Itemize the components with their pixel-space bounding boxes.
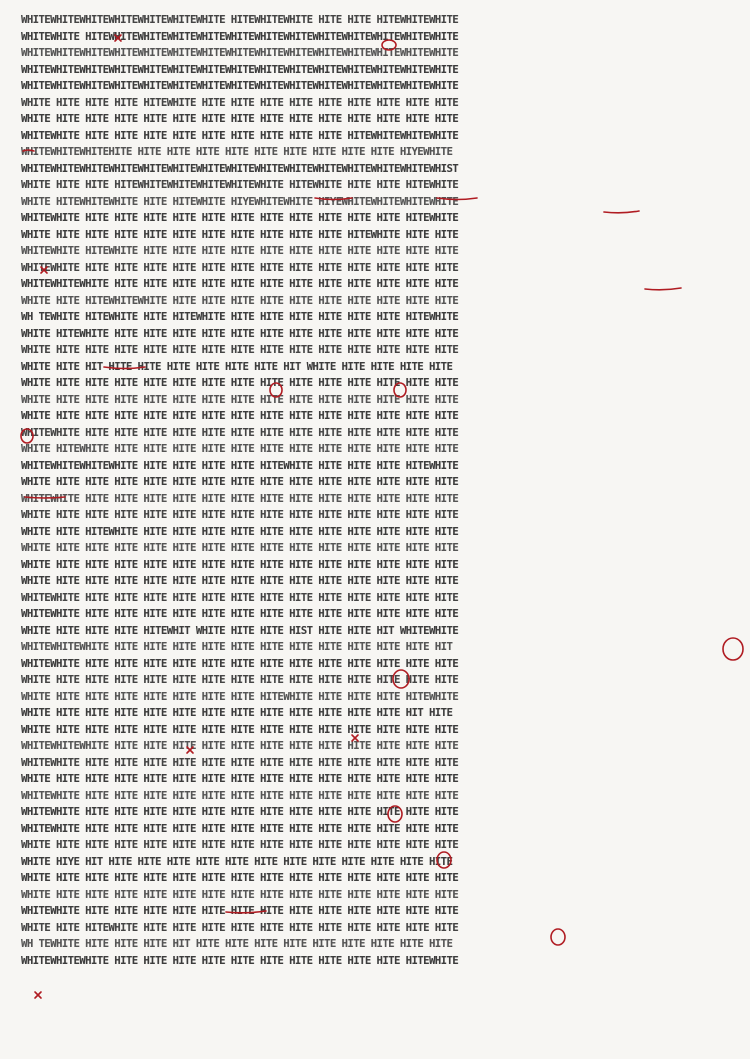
typed-line: WHITEWHITEWHITEHITE HITE HITE HITE HITE HITE HITE HITE HITE HITE HIYEWHITE — [21, 146, 453, 158]
typed-line: WHITEWHITE HITE HITE HITE HITE HITE HITE HITE HITE HITE HITE HITE HITE HITE — [21, 261, 459, 274]
typed-line: WHITEWHITEWHITE HITE HITE HITE HITE HITE HITE HITE HITE HITE HITE HITE HITE — [21, 740, 459, 752]
typed-line: WHITEWHITE HITE HITE HITE HITE HITE HITE HITE HITE HITE HITE HITE HITE HITE — [21, 756, 459, 769]
typed-line: WHITEWHITEWHITEWHITEWHITEWHITEWHITEWHITEWHITEWHITEWHITEWHITEWHITEWHITEWHITE — [21, 80, 459, 92]
typed-line: WHITEWHITEWHITE HITE HITE HITE HITE HITE HITE HITE HITE HITE HITE HITE HITE — [21, 278, 459, 290]
typed-line: WHITEWHITE HITE HITE HITE HITE HITE HITE HITE HITE HITE HITE HITE HITE HITE — [21, 905, 459, 917]
typed-line: WHITE HITE HITE HITE HITEWHITE HITE HITE HITE HITE HITE HITE HITE HITE HITE — [21, 96, 459, 109]
typed-line: WHITEWHITE HITE HITE HITE HITE HITE HITE HITE HITE HITE HITE HITE HITE HITE — [21, 806, 459, 818]
typed-line: WHITE HITE HITE HITE HITE HITE HITE HITE HITE HITE HITE HITE HITE HITE HITE — [21, 558, 459, 571]
cross-mark — [35, 992, 41, 998]
typed-line: WHITEWHITE HITE HITE HITE HITE HITE HITE HITE HITE HITE HITE HITE HITE HITE — [21, 657, 459, 670]
typed-line: WHITEWHITE HITE HITE HITE HITE HITE HITE HITE HITE HITE HITEWHITEWHITEWHITE — [21, 129, 459, 142]
typed-line: WHITE HITE HITE HITE HITE HITE HITE HITE HITE HITE HITE HITE HITE HITE HITE — [21, 773, 459, 785]
typed-line: WHITEWHITEWHITEWHITE HITE HITE HITE HITE HITEWHITE HITE HITE HITE HITEWHITE — [21, 459, 459, 472]
typed-line: WHITE HITE HITE HITE HITE HITE HITE HITE HITE HITE HITE HITE HITE HIT HITE — [21, 707, 453, 719]
typed-line: WHITE HITEWHITE HITE HITE HITE HITE HITE HITE HITE HITE HITE HITE HITE HITE — [21, 327, 459, 340]
typed-line: WHITE HITE HITEWHITE HITE HITE HITE HITE HITE HITE HITE HITE HITE HITE HITE — [21, 525, 459, 538]
typed-line: WHITE HITEWHITEWHITE HITE HITEWHITE HIYEWHITEWHITE HIYEWHITEWHITEWHITEWHITE — [21, 195, 459, 208]
typed-line: WHITE HITE HITE HITE HITE HITE HITE HITE HITE HITE HITE HITE HITE HITE HITE — [21, 344, 459, 356]
typed-line: WHITEWHITE HITE HITE HITE HITE HITE HITE HITE HITE HITE HITE HITE HITE HITE — [21, 591, 459, 604]
typed-line: WHITE HITE HITE HITE HITE HITE HITE HITE HITE HITE HITE HITE HITE HITE HITE — [21, 509, 459, 521]
typed-line: WHITEWHITEWHITEWHITEWHITEWHITEWHITEWHITEWHITEWHITEWHITEWHITEWHITEWHITEWHIST — [21, 162, 459, 175]
typed-line: WHITE HITE HITEWHITE HITE HITE HITE HITE HITE HITE HITE HITE HITE HITE HITE — [21, 921, 459, 934]
typed-line: WHITEWHITE HITEWHITE HITE HITE HITE HITE HITE HITE HITE HITE HITE HITE HITE — [21, 245, 459, 257]
typed-line: WHITE HITE HITE HITE HITE HITE HITE HITE HITE HITE HITE HITE HITE HITE HITE — [21, 575, 459, 587]
typed-line: WHITE HITE HITE HITE HITE HITE HITE HITE HITE HITE HITE HITE HITE HITE HITE — [21, 723, 459, 736]
typed-line: WHITEWHITE HITE HITE HITE HITE HITE HITE HITE HITE HITE HITE HITE HITEWHITE — [21, 212, 459, 224]
typed-line: WHITEWHITEWHITEWHITEWHITEWHITEWHITEWHITEWHITEWHITEWHITEWHITEWHITEWHITEWHITE — [21, 47, 459, 59]
typed-line: WHITE HITE HITE HITE HITE HITE HITE HITE HITE HITE HITE HITE HITE HITE HITE — [21, 839, 459, 851]
typed-line: WHITE HITE HIT HITE HITE HITE HITE HITE HITE HIT WHITE HITE HITE HITE HITE — [21, 360, 453, 373]
typed-line: WHITE HITE HITE HITE HITE HITE HITE HITE HITE HITE HITE HITE HITE HITE HITE — [21, 410, 459, 422]
typed-line: WHITE HITE HITE HITE HITE HITE HITE HITE HITE HITE HITE HITE HITE HITE HITE — [21, 872, 459, 884]
typed-line: WHITE HITE HITE HITEWHITEWHITEWHITEWHITEWHITE HITEWHITE HITE HITE HITEWHITE — [21, 179, 459, 191]
typed-line: WHITEWHITEWHITE HITE HITE HITE HITE HITE HITE HITE HITE HITE HITE HITE HIT — [21, 641, 453, 653]
typed-line: WH TEWHITE HITEWHITE HITE HITEWHITE HITE HITE HITE HITE HITE HITE HITEWHITE — [21, 311, 459, 323]
typed-line: WHITEWHITE HITE HITE HITE HITE HITE HITE HITE HITE HITE HITE HITE HITE HITE — [21, 789, 459, 802]
typed-line: WHITE HITE HITE HITE HITE HITE HITE HITE HITE HITE HITE HITE HITE HITE HITE — [21, 113, 459, 125]
typed-line: WHITE HIYE HIT HITE HITE HITE HITE HITE HITE HITE HITE HITE HITE HITE HITE — [21, 855, 453, 868]
typed-line: WHITEWHITE HITE HITE HITE HITE HITE HITE HITE HITE HITE HITE HITE HITE HITE — [21, 426, 459, 439]
typed-line: WHITEWHITE HITE HITE HITE HITE HITE HITE HITE HITE HITE HITE HITE HITE HITE — [21, 492, 459, 505]
typed-line: WHITEWHITEWHITE HITE HITE HITE HITE HITE HITE HITE HITE HITE HITE HITEWHITE — [21, 954, 459, 967]
typed-line: WHITE HITE HITE HITE HITE HITE HITE HITE HITE HITE HITE HITE HITE HITE HITE — [21, 542, 459, 554]
typed-line: WHITE HITE HITE HITE HITEWHIT WHITE HITE HITE HIST HITE HITE HIT WHITEWHITE — [21, 624, 459, 637]
typed-line: WHITE HITE HITE HITE HITE HITE HITE HITE HITE HITE HITE HITEWHITE HITE HITE — [21, 228, 459, 241]
typed-line: WHITE HITE HITE HITE HITE HITE HITE HITE HITE HITE HITE HITE HITE HITE HITE — [21, 377, 459, 389]
typed-line: WHITE HITE HITE HITE HITE HITE HITE HITE HITE HITE HITE HITE HITE HITE HITE — [21, 674, 459, 686]
typed-line: WHITE HITE HITE HITE HITE HITE HITE HITE HITE HITE HITE HITE HITE HITE HITE — [21, 476, 459, 488]
typed-line: WHITE HITE HITEWHITEWHITE HITE HITE HITE HITE HITE HITE HITE HITE HITE HITE — [21, 294, 459, 307]
typed-text-block — [21, 12, 733, 969]
typed-line: WHITEWHITE HITE HITE HITE HITE HITE HITE HITE HITE HITE HITE HITE HITE HITE — [21, 608, 459, 620]
typed-line: WHITEWHITEWHITEWHITEWHITEWHITEWHITE HITEWHITEWHITE HITE HITE HITEWHITEWHITE — [21, 14, 459, 26]
typed-line: WHITEWHITE HITE HITE HITE HITE HITE HITE HITE HITE HITE HITE HITE HITE HITE — [21, 822, 459, 835]
typed-line: WHITEWHITE HITEWHITEWHITEWHITEWHITEWHITEWHITEWHITEWHITEWHITEWHITEWHITEWHITE — [21, 30, 459, 43]
typed-line: WHITE HITE HITE HITE HITE HITE HITE HITE HITE HITE HITE HITE HITE HITE HITE — [21, 888, 459, 901]
typed-line: WHITEWHITEWHITEWHITEWHITEWHITEWHITEWHITEWHITEWHITEWHITEWHITEWHITEWHITEWHITE — [21, 63, 459, 76]
typed-line: WHITE HITEWHITE HITE HITE HITE HITE HITE HITE HITE HITE HITE HITE HITE HITE — [21, 443, 459, 455]
typed-line: WHITE HITE HITE HITE HITE HITE HITE HITE HITEWHITE HITE HITE HITE HITEWHITE — [21, 690, 459, 703]
typed-line: WH TEWHITE HITE HITE HITE HIT HITE HITE HITE HITE HITE HITE HITE HITE HITE — [21, 938, 453, 950]
typed-line: WHITE HITE HITE HITE HITE HITE HITE HITE HITE HITE HITE HITE HITE HITE HITE — [21, 393, 459, 406]
